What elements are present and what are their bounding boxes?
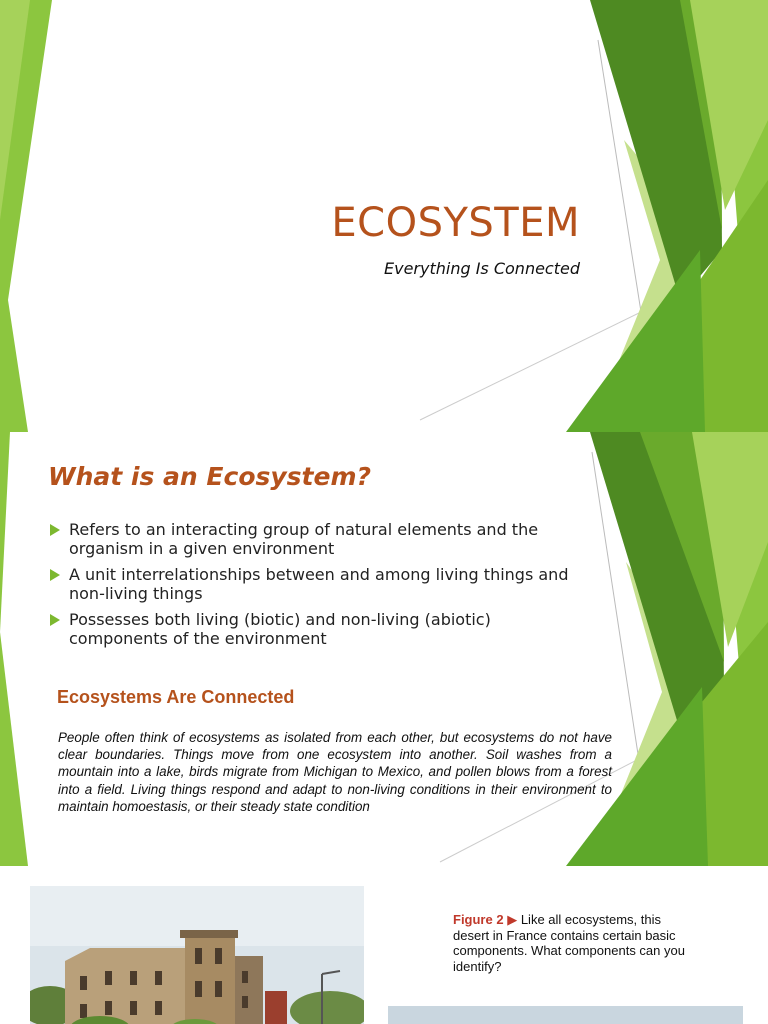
figure-label: Figure 2: [453, 912, 504, 927]
play-arrow-icon: ▶: [507, 912, 518, 927]
content-slide: [0, 432, 768, 866]
triangle-right-icon: [50, 614, 60, 626]
title-slide: [0, 0, 768, 432]
bullet-item: [48, 520, 588, 558]
bullet-item: [48, 565, 588, 603]
bullet-item: [48, 610, 588, 648]
figure-slide: [0, 866, 768, 1024]
bullet-text: Possesses both living (biotic) and non-living (abiotic) components of the environment: [69, 610, 491, 648]
building-photo: [30, 886, 364, 1024]
figure-caption: [453, 912, 693, 974]
body-paragraph: People often think of ecosystems as isolated from each other, but ecosystems do not have clear boundaries. Things move from one ecosystem into another. Soil washes from a mountain into a lake, birds migrate from Michigan to Mexico, and pollen blows from a forest into a field. Living things respond and adapt to non-living conditions in their environment to maintain homoestasis, or their steady state condition: [58, 730, 612, 814]
desert-photo: [388, 1006, 743, 1024]
triangle-right-icon: [50, 569, 60, 581]
slide-title: ECOSYSTEM: [331, 200, 580, 246]
bullet-list: [48, 520, 588, 655]
caption-text: Like all ecosystems, this desert in France contains certain basic components. What components can you identify?: [453, 912, 685, 974]
section-heading: Ecosystems Are Connected: [57, 687, 295, 707]
slide-title: What is an Ecosystem?: [48, 462, 372, 491]
triangle-right-icon: [50, 524, 60, 536]
slide-subtitle: Everything Is Connected: [383, 259, 580, 278]
bullet-text: A unit interrelationships between and among living things and non-living things: [69, 565, 569, 603]
bullet-text: Refers to an interacting group of natural elements and the organism in a given environment: [69, 520, 539, 558]
